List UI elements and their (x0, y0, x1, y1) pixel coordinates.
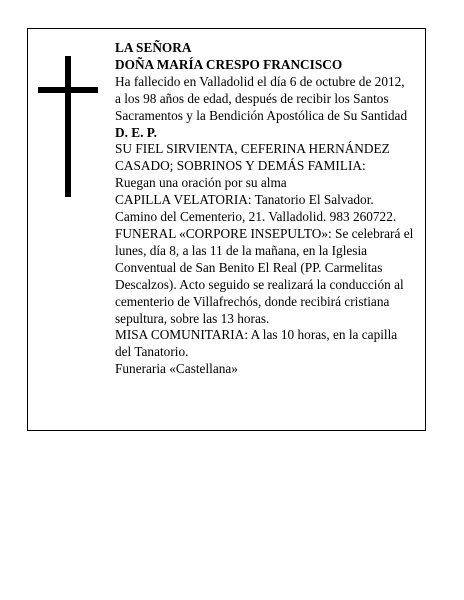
notice-line: CASADO; SOBRINOS Y DEMÁS FAMILIA: (115, 158, 366, 174)
dep-line: D. E. P. (115, 124, 157, 140)
deceased-name: DOÑA MARÍA CRESPO FRANCISCO (115, 56, 343, 72)
notice-line: lunes, día 8, a las 11 de la mañana, en la Iglesia (115, 242, 368, 258)
notice-text (115, 40, 425, 378)
notice-line: del Tanatorio. (115, 344, 189, 360)
notice-line: Camino del Cementerio, 21. Valladolid. 983 260722. (115, 209, 397, 225)
notice-line: Descalzos). Acto seguido se realizará la conducción al (115, 276, 404, 292)
cross-vertical-bar (65, 56, 71, 197)
heading-la-senora: LA SEÑORA (115, 40, 192, 55)
obituary-notice (27, 28, 426, 431)
notice-line: a los 98 años de edad, después de recibir los Santos (115, 90, 389, 106)
notice-line: MISA COMUNITARIA: A las 10 horas, en la capilla (115, 327, 398, 343)
cross-horizontal-bar (38, 87, 98, 93)
notice-line: sepultura, sobre las 13 horas. (115, 310, 270, 326)
notice-line: CAPILLA VELATORIA: Tanatorio El Salvador. (115, 192, 374, 208)
notice-line: SU FIEL SIRVIENTA, CEFERINA HERNÁNDEZ (115, 141, 390, 157)
notice-line: Conventual de San Benito El Real (PP. Carmelitas (115, 259, 383, 275)
notice-line: FUNERAL «CORPORE INSEPULTO»: Se celebrará el (115, 225, 414, 241)
notice-line: Sacramentos y la Bendición Apostólica de Su Santidad (115, 107, 408, 123)
notice-line: Ha fallecido en Valladolid el día 6 de octubre de 2012, (115, 73, 405, 89)
funeral-home: Funeraria «Castellana» (115, 361, 238, 377)
notice-line: Ruegan una oración por su alma (115, 175, 287, 191)
notice-line: cementerio de Villafrechós, donde recibirá cristiana (115, 293, 390, 309)
